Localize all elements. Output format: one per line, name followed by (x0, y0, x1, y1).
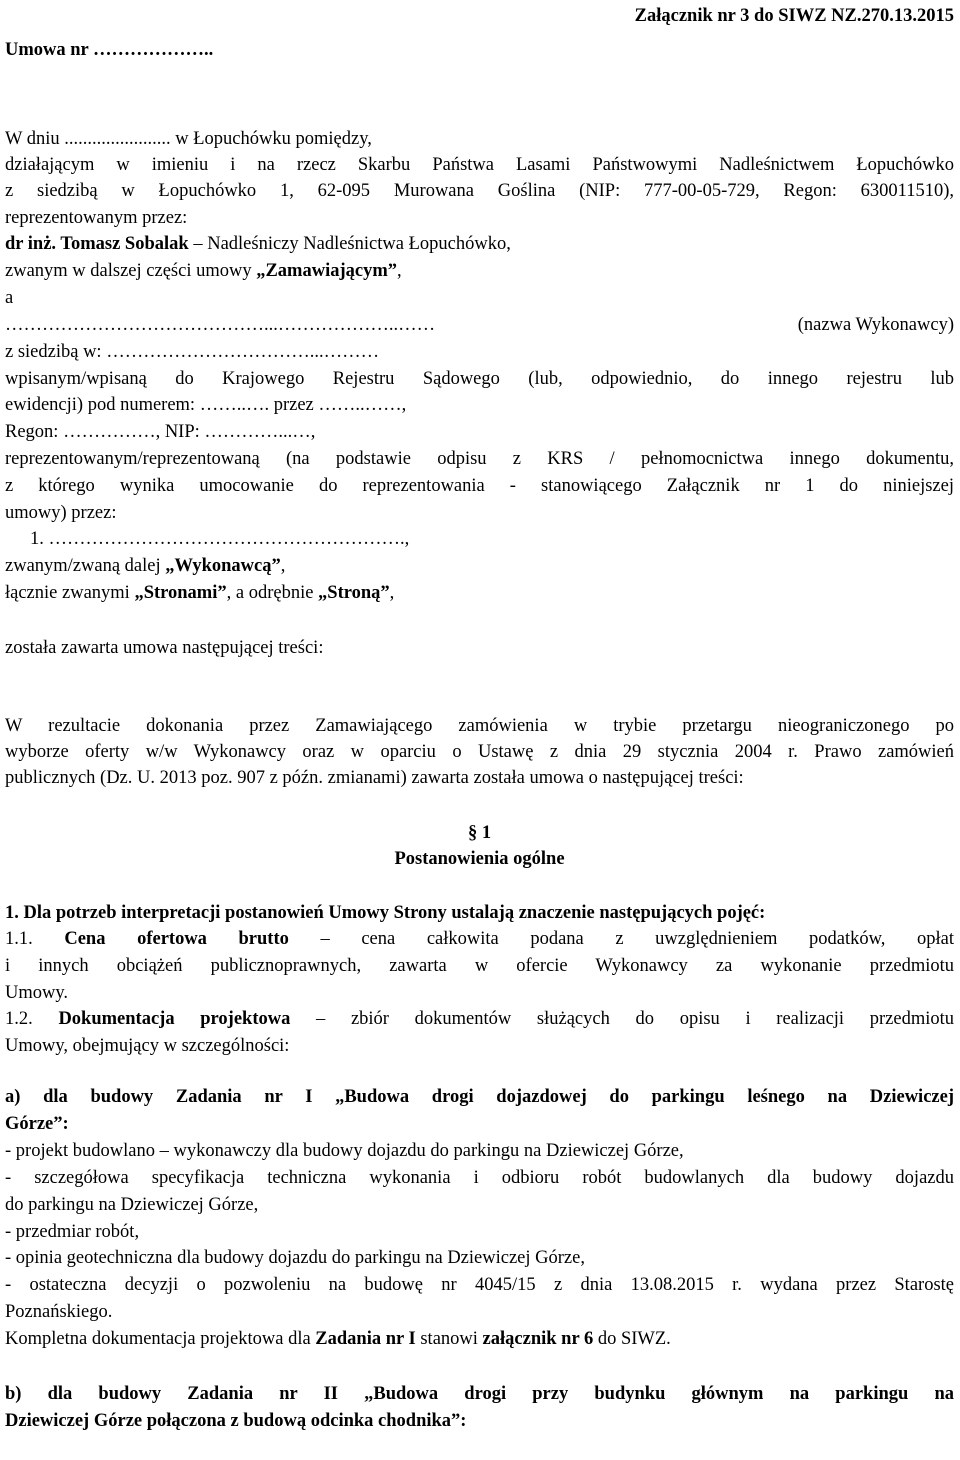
definition-1-1: 1.1. Cena ofertowa brutto – cena całkowita podana z uwzględnieniem podatków, opłat (5, 929, 954, 949)
representative-name: dr inż. Tomasz Sobalak (5, 234, 189, 254)
contractor-seat-line: z siedzibą w: ……………………………...……… (5, 342, 380, 362)
contract-number: Umowa nr ……………….. (5, 40, 214, 60)
task-1-heading-line-2: Górze”: (5, 1114, 69, 1134)
ordering-party-alias: zwanym w dalszej części umowy „Zamawiającym”, (5, 261, 402, 281)
parties-alias: łącznie zwanymi „Stronami”, a odrębnie „Stroną”, (5, 583, 395, 603)
conjunction: a (5, 288, 14, 308)
parties-term: „Stronami” (134, 583, 227, 603)
contract-concluded-line: została zawarta umowa następującej treści: (5, 638, 324, 658)
task-1-item-1: - projekt budowlano – wykonawczy dla budowy dojazdu do parkingu na Dziewiczej Górze, (5, 1141, 684, 1161)
definitions-intro: 1. Dla potrzeb interpretacji postanowień Umowy Strony ustalają znaczenie następujących pojęć: (5, 903, 766, 923)
representative-role: – Nadleśniczy Nadleśnictwa Łopuchówko, (188, 234, 511, 254)
ordering-party-line-1: działającym w imieniu i na rzecz Skarbu Państwa Lasami Państwowymi Nadleśnictwem Łopuchówko (5, 155, 954, 175)
task-1-item-5: - ostateczna decyzji o pozwoleniu na budowę nr 4045/15 z dnia 13.08.2015 r. wydana przez Starostę (5, 1275, 954, 1295)
ordering-party-line-2: z siedzibą w Łopuchówko 1, 62-095 Murowana Goślina (NIP: 777-00-05-729, Regon: 630011510), (5, 181, 954, 201)
task-2-heading-line-2: Dziewiczej Górze połączona z budową odcinka chodnika”: (5, 1411, 467, 1431)
representative-blank: 1. …………………………………………………., (30, 529, 410, 549)
contractor-name-line (5, 313, 954, 337)
section-title: Postanowienia ogólne (394, 849, 565, 869)
representation-line-1: reprezentowanym/reprezentowaną (na podstawie odpisu z KRS / pełnomocnictwa innego dokumentu, (5, 449, 954, 469)
preamble-line-3: publicznych (Dz. U. 2013 poz. 907 z późn. zmianami) zawarta została umowa o następującej treści: (5, 768, 744, 788)
definition-1-2-line-2: Umowy, obejmujący w szczególności: (5, 1036, 290, 1056)
definition-1-1-line-2: i innych obciążeń publicznoprawnych, zawarta w ofercie Wykonawcy za wykonanie przedmiotu (5, 956, 954, 976)
task-1-documentation-note: Kompletna dokumentacja projektowa dla Zadania nr I stanowi załącznik nr 6 do SIWZ. (5, 1329, 671, 1349)
task-1-item-2-cont: do parkingu na Dziewiczej Górze, (5, 1195, 259, 1215)
representation-line-3: umowy) przez: (5, 503, 117, 523)
registry-line-1: wpisanym/wpisaną do Krajowego Rejestru Sądowego (lub, odpowiednio, do innego rejestru lub (5, 369, 954, 389)
contractor-name-label: (nazwa Wykonawcy) (797, 315, 954, 335)
regon-nip-line: Regon: ……………, NIP: …………...…, (5, 422, 316, 442)
task-1-heading-line-1: a) dla budowy Zadania nr I „Budowa drogi dojazdowej do parkingu leśnego na Dziewiczej (5, 1087, 954, 1107)
section-number: § 1 (467, 823, 492, 843)
task-1-item-4: - opinia geotechniczna dla budowy dojazdu do parkingu na Dziewiczej Górze, (5, 1248, 585, 1268)
party-term: „Stroną” (318, 583, 390, 603)
representation-line-2: z którego wynika umocowanie do reprezentowania - stanowiącego Załącznik nr 1 do niniejszej (5, 476, 954, 496)
representative-line (5, 232, 954, 256)
preamble-line-2: wyborze oferty w/w Wykonawcy oraz w oparciu o Ustawę z dnia 29 stycznia 2004 r. Prawo zamówień (5, 742, 954, 762)
represented-by-label: reprezentowanym przez: (5, 208, 188, 228)
definition-1-2: 1.2. Dokumentacja projektowa – zbiór dokumentów służących do opisu i realizacji przedmiotu (5, 1009, 954, 1029)
task-2-heading-line-1: b) dla budowy Zadania nr II „Budowa drogi przy budynku głównym na parkingu na (5, 1384, 954, 1404)
definition-term-price: Cena ofertowa brutto (64, 929, 289, 949)
preamble-line-1: W rezultacie dokonania przez Zamawiającego zamówienia w trybie przetargu nieograniczonego po (5, 716, 954, 736)
contractor-name-blank: ……………………………………...………………..…… (5, 315, 436, 335)
task-1-item-5-cont: Poznańskiego. (5, 1302, 113, 1322)
date-place-line: W dniu ....................... w Łopuchówku pomiędzy, (5, 129, 372, 149)
ordering-party-term: „Zamawiającym” (256, 261, 398, 281)
registry-line-2: ewidencji) pod numerem: ……..…. przez ……..……, (5, 395, 407, 415)
contractor-term: „Wykonawcą” (165, 556, 281, 576)
definition-1-1-line-3: Umowy. (5, 983, 69, 1003)
task-1-item-3: - przedmiar robót, (5, 1222, 140, 1242)
attachment-header: Załącznik nr 3 do SIWZ NZ.270.13.2015 (634, 6, 954, 26)
contractor-alias: zwanym/zwaną dalej „Wykonawcą”, (5, 556, 286, 576)
definition-term-documentation: Dokumentacja projektowa (58, 1009, 291, 1029)
task-1-item-2: - szczegółowa specyfikacja techniczna wykonania i odbioru robót budowlanych dla budowy dojazdu (5, 1168, 954, 1188)
